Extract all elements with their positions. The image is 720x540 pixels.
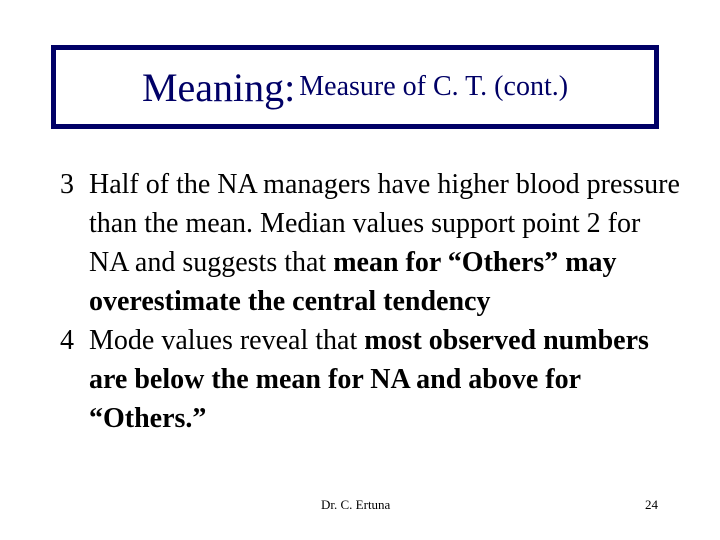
point-text: Half of the NA managers have higher blood pressure than the mean. Median values support point 2 for NA and suggests that [89,169,680,278]
point-number: 3 [60,169,74,200]
point-emphasis: mean for “Others” may overestimate the central tendency [89,247,617,317]
slide-title: Meaning: [141,64,296,110]
list-item-point-3 [60,165,685,321]
point-number: 4 [60,325,74,356]
bullet-list [60,165,685,438]
list-item-point-4 [60,321,685,438]
slide-subtitle: Measure of C. T. (cont.) [299,71,569,102]
footer-author: Dr. C. Ertuna [321,497,391,512]
point-text: Mode values reveal that [89,325,358,356]
title-box [51,45,659,129]
page-number: 24 [645,497,658,512]
point-emphasis: most observed numbers are below the mean for NA and above for “Others.” [89,325,649,434]
